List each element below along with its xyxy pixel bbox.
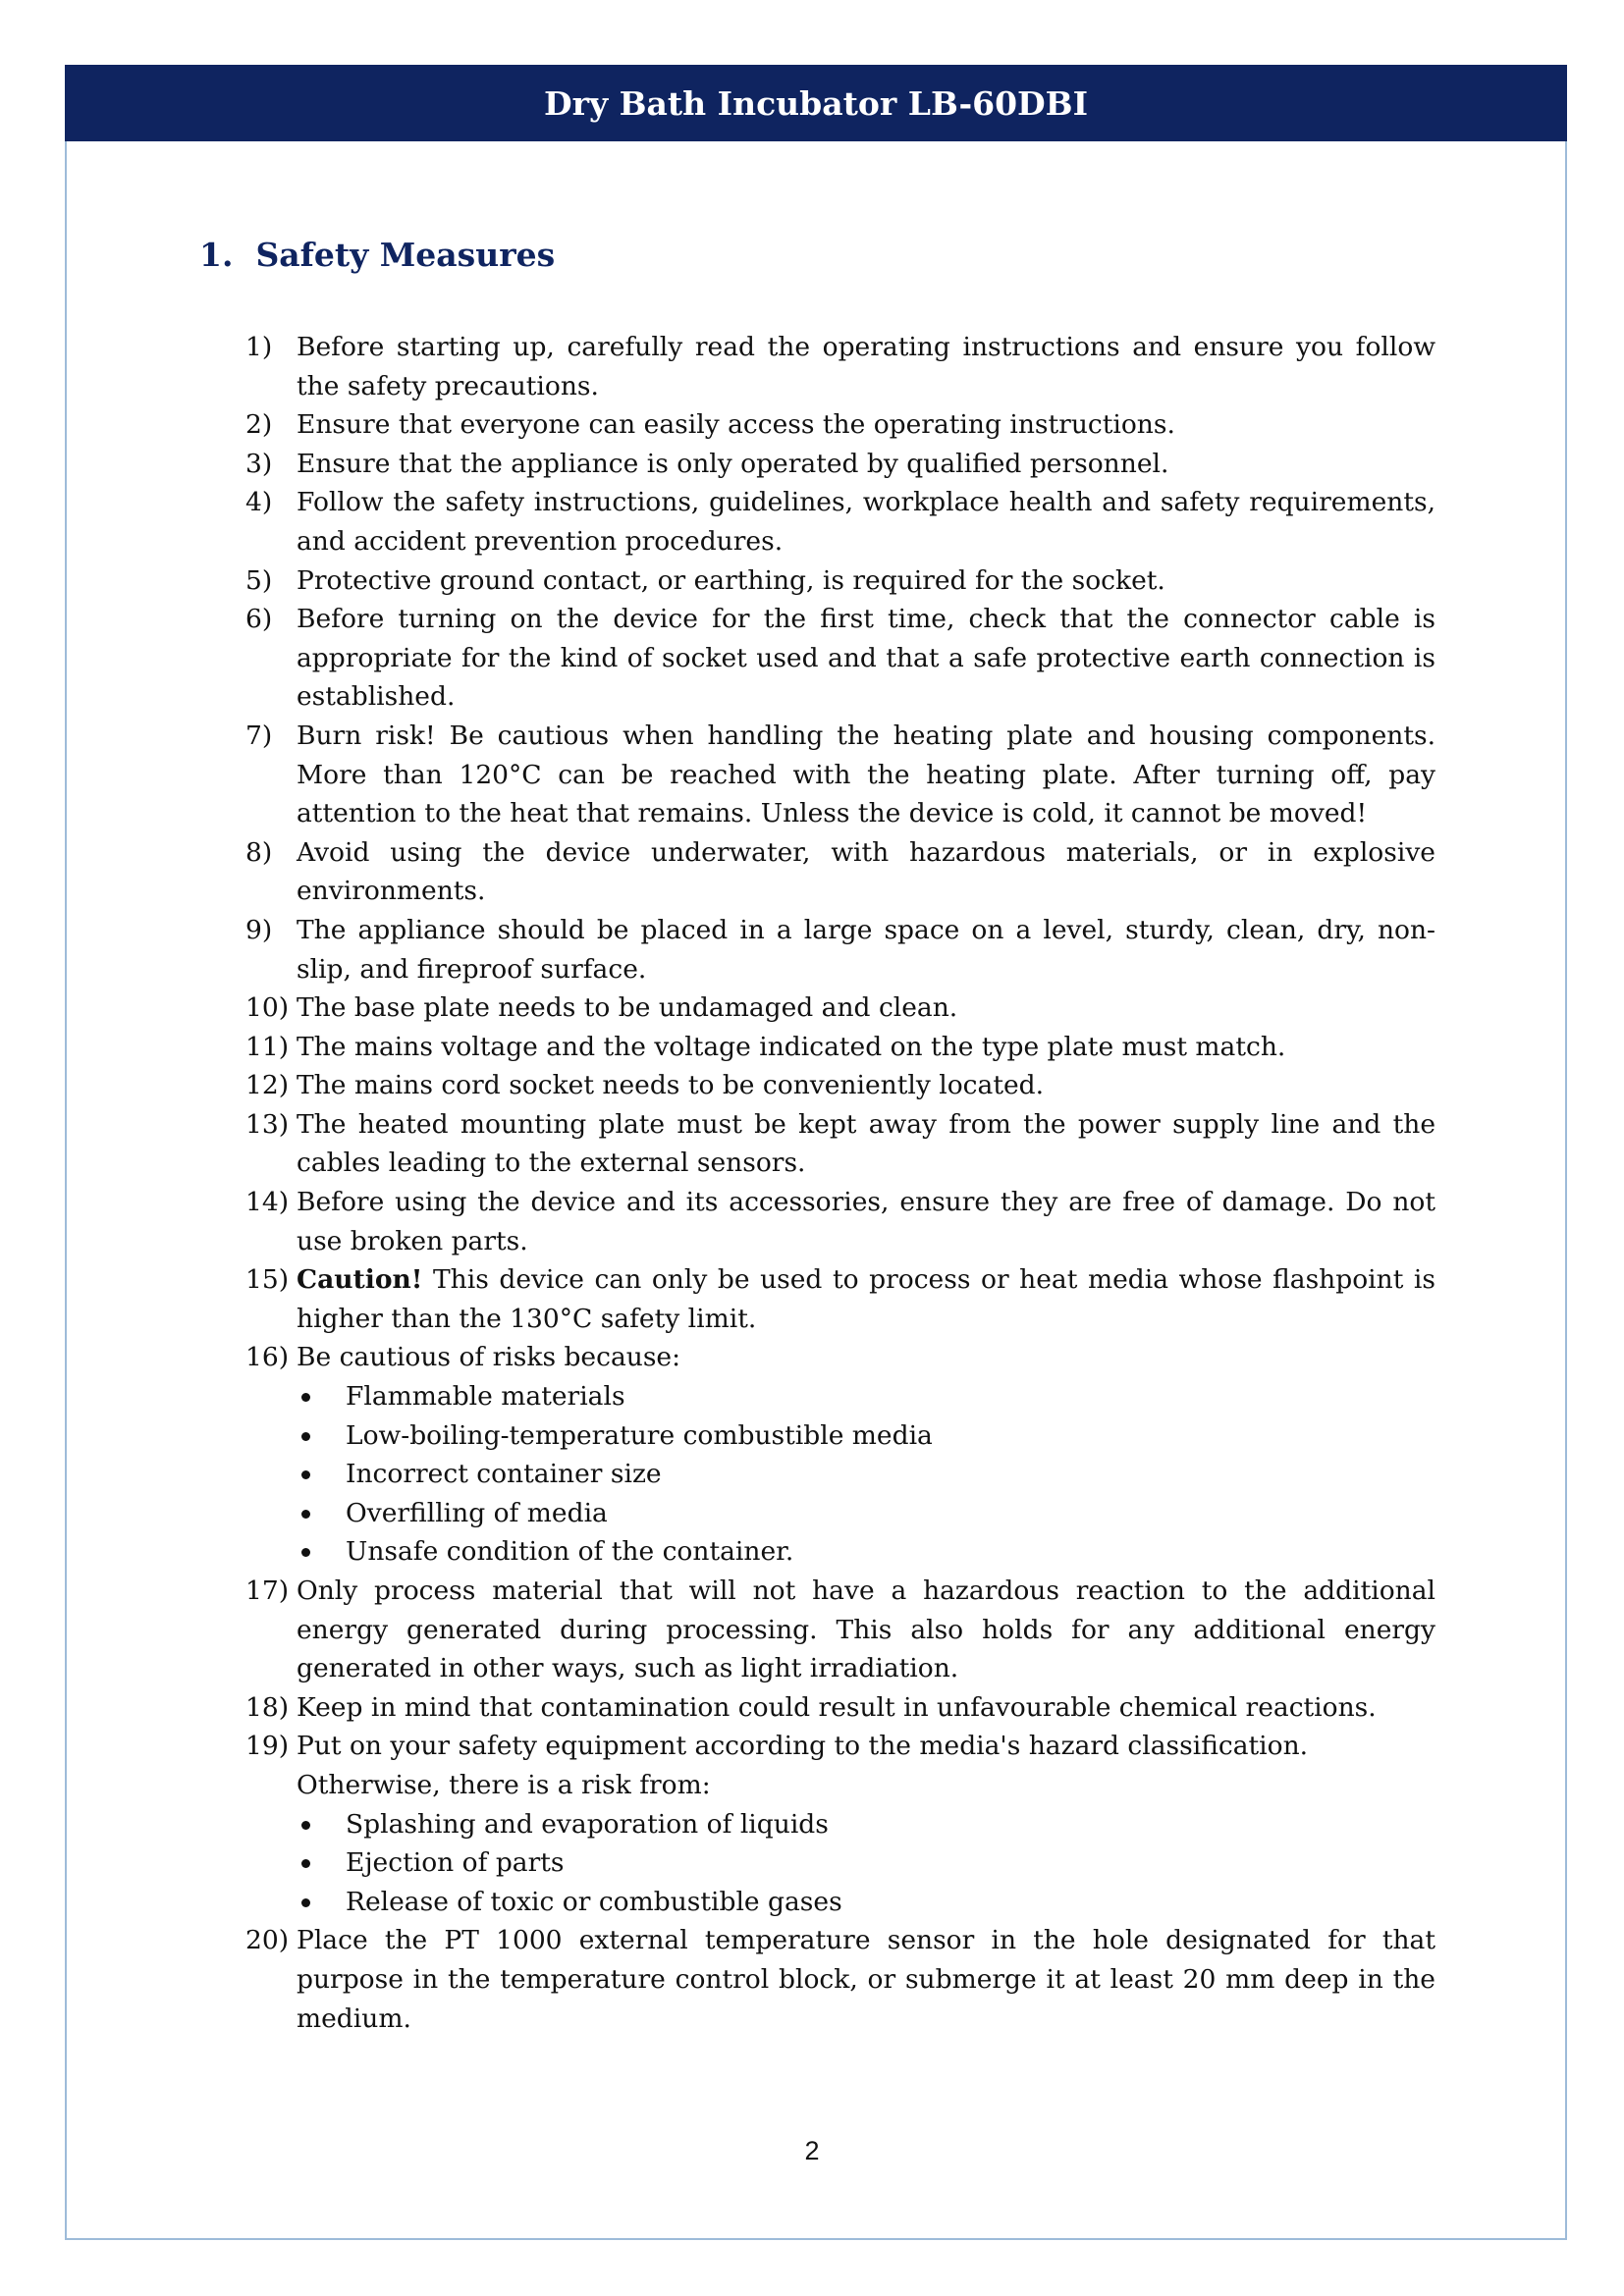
safety-measures-list (245, 328, 1435, 2038)
item-number: 3) (245, 448, 273, 479)
list-item (245, 1066, 1435, 1105)
document-title: Dry Bath Incubator LB-60DBI (543, 83, 1089, 123)
list-item (245, 1338, 1435, 1572)
document-header (65, 65, 1567, 141)
item-text: Ensure that everyone can easily access the operating instructions. (297, 409, 1175, 441)
bullet-list (297, 1377, 1435, 1572)
list-item (245, 328, 1435, 405)
bullet-item: Splashing and evaporation of liquids (297, 1805, 1435, 1844)
item-text: Before turning on the device for the first time, check that the connector cable is appropriate for the kind of socket used and that a safe protective earth connection is established. (297, 604, 1435, 713)
item-number: 15) (245, 1264, 290, 1296)
item-number: 13) (245, 1108, 290, 1140)
list-item (245, 911, 1435, 988)
item-text: The appliance should be placed in a large space on a level, sturdy, clean, dry, non-slip, and fireproof surface. (297, 914, 1435, 985)
section-title: Safety Measures (255, 236, 556, 274)
list-item (245, 717, 1435, 833)
page-number: 2 (804, 2136, 820, 2165)
item-text: Ensure that the appliance is only operated by qualified personnel. (297, 448, 1169, 479)
item-text: Before starting up, carefully read the operating instructions and ensure you follow the safety precautions. (297, 332, 1435, 401)
list-item (245, 988, 1435, 1028)
list-item (245, 1260, 1435, 1338)
item-text: The base plate needs to be undamaged and clean. (297, 992, 958, 1024)
item-text: Protective ground contact, or earthing, is required for the socket. (297, 564, 1165, 596)
item-text: Burn risk! Be cautious when handling the heating plate and housing components. More than 120°C can be reached with the heating plate. After turning off, pay attention to the heat that remains. Unless the device is cold, it cannot be moved! (297, 720, 1435, 829)
item-number: 1) (245, 332, 273, 362)
item-number: 17) (245, 1575, 290, 1606)
bullet-item: Overfilling of media (297, 1494, 1435, 1533)
bullet-list (297, 1805, 1435, 1922)
list-item (245, 405, 1435, 445)
item-text: The heated mounting plate must be kept away from the power supply line and the cables leading to the external sensors. (297, 1108, 1435, 1179)
item-text: Put on your safety equipment according to the media's hazard classification. Otherwise, there is a risk from: (297, 1731, 1309, 1800)
bullet-item: Incorrect container size (297, 1455, 1435, 1494)
item-number: 20) (245, 1925, 290, 1956)
item-number: 11) (245, 1031, 290, 1062)
list-item (245, 1688, 1435, 1728)
item-text: Only process material that will not have a hazardous reaction to the additional energy generated during processing. This also holds for any additional energy generated in other ways, such as light irradiation. (297, 1575, 1435, 1684)
bullet-item: Unsafe condition of the container. (297, 1532, 1435, 1572)
item-text: Keep in mind that contamination could result in unfavourable chemical reactions. (297, 1691, 1377, 1723)
item-number: 6) (245, 604, 273, 635)
item-number: 18) (245, 1691, 290, 1723)
list-item (245, 600, 1435, 717)
item-text: Be cautious of risks because: (297, 1342, 681, 1373)
item-text: The mains cord socket needs to be conveniently located. (297, 1070, 1045, 1101)
list-item (245, 445, 1435, 484)
item-text: Place the PT 1000 external temperature sensor in the hole designated for that purpose in the temperature control block, or submerge it at least 20 mm deep in the medium. (297, 1925, 1435, 2034)
item-number: 12) (245, 1070, 290, 1101)
item-number: 16) (245, 1342, 290, 1373)
list-item (245, 483, 1435, 561)
list-item (245, 833, 1435, 911)
section-number: 1. (199, 236, 234, 274)
list-item (245, 1105, 1435, 1183)
item-number: 5) (245, 564, 273, 596)
bullet-item: Low-boiling-temperature combustible media (297, 1416, 1435, 1456)
list-item (245, 1921, 1435, 2038)
item-text: Before using the device and its accessories, ensure they are free of damage. Do not use broken parts. (297, 1187, 1435, 1256)
item-number: 9) (245, 914, 273, 945)
bullet-item: Flammable materials (297, 1377, 1435, 1416)
list-item (245, 1727, 1435, 1921)
list-item (245, 1183, 1435, 1260)
item-number: 2) (245, 409, 273, 441)
item-number: 14) (245, 1187, 290, 1218)
item-text: This device can only be used to process or heat media whose flashpoint is higher than the 130°C safety limit. (297, 1264, 1435, 1334)
list-item (245, 561, 1435, 601)
bullet-item: Ejection of parts (297, 1843, 1435, 1883)
item-text: The mains voltage and the voltage indicated on the type plate must match. (297, 1031, 1286, 1062)
list-item (245, 1572, 1435, 1688)
caution-label: Caution! (297, 1264, 423, 1296)
item-number: 10) (245, 992, 290, 1024)
section-heading (199, 236, 555, 274)
item-number: 7) (245, 720, 273, 751)
item-text: Avoid using the device underwater, with hazardous materials, or in explosive environments. (297, 836, 1435, 907)
item-number: 8) (245, 836, 273, 868)
bullet-item: Release of toxic or combustible gases (297, 1883, 1435, 1922)
item-number: 4) (245, 487, 273, 518)
list-item (245, 1028, 1435, 1067)
item-number: 19) (245, 1731, 290, 1762)
item-text: Follow the safety instructions, guidelines, workplace health and safety requirements, and accident prevention procedures. (297, 487, 1435, 557)
